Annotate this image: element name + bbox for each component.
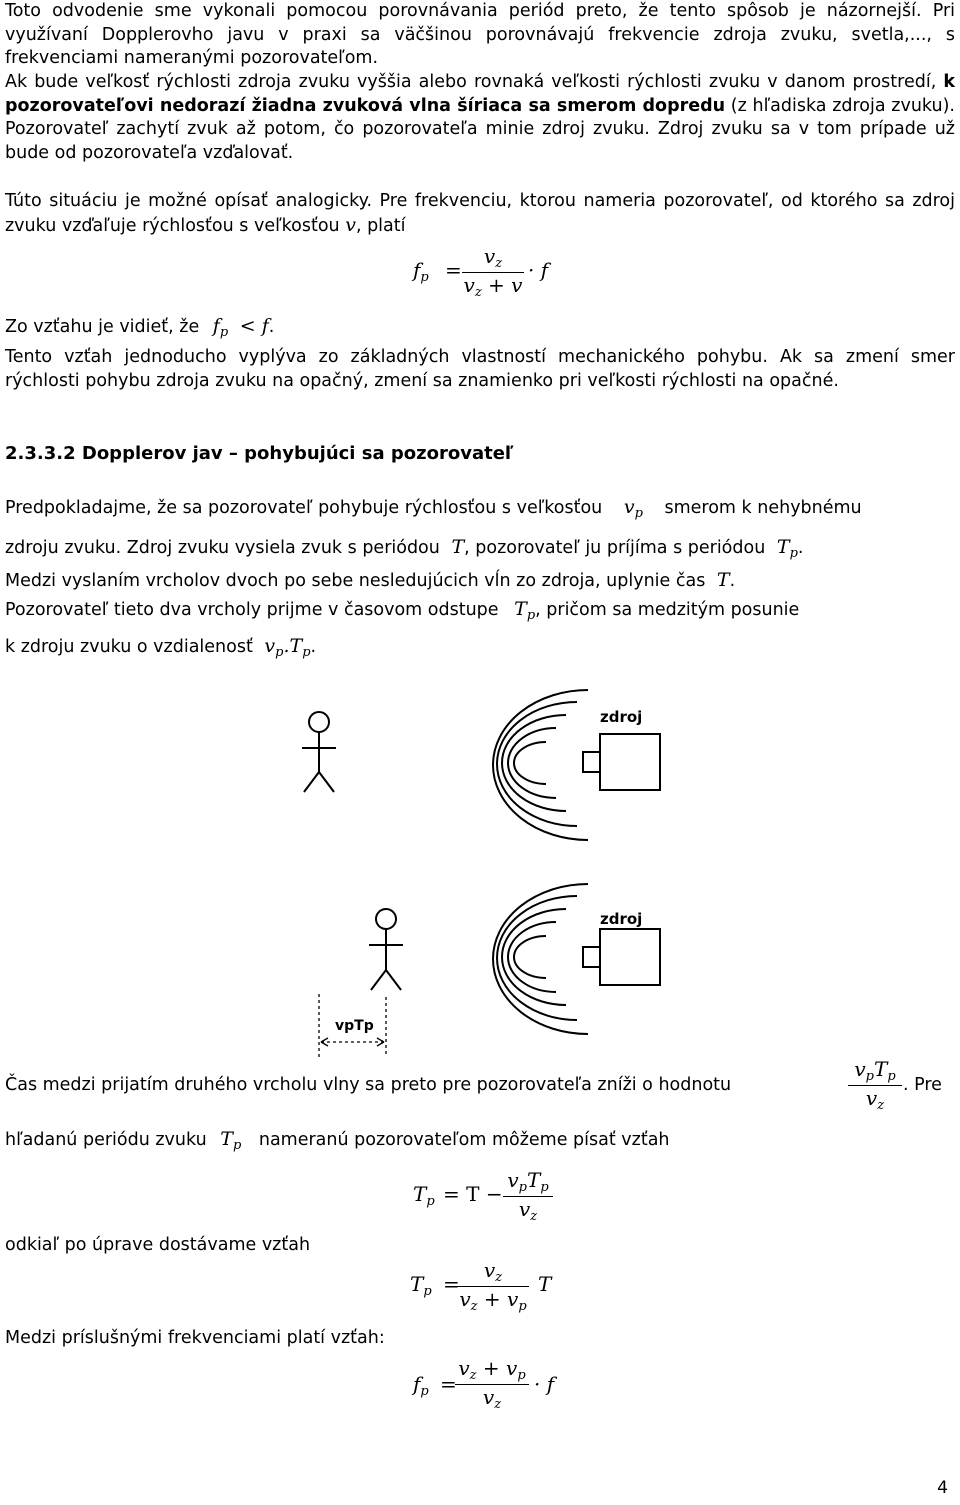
document-page: Toto odvodenie sme vykonali pomocou porovnávania periód preto, že tento spôsob je názornejší. Pri využívaní Dopplerovho javu v praxi sa väčšinou porovnávajú frekvencie zdroja zvuku, svetla,..., s frekvenciami nameranými pozorovateľom. Ak bude veľkosť rýchlosti zdroja zvuku vyššia alebo rovnaká veľkosti rýchlosti zvuku v danom prostredí, k pozorovateľovi nedorazí žiadna zvuková vlna šíriaca sa smerom dopredu (z hľadiska zdroja zvuku). Pozorovateľ zachytí zvuk až potom, čo pozorovateľa minie zdroj zvuku. Zdroj zvuku sa v tom prípade už bude od pozorovateľa vzďalovať. Túto situáciu je možné opísať analogicky. Pre frekvenciu, ktorou nameria pozorovateľ, od ktorého sa zdroj zvuku vzďaľuje rýchlosťou s veľkosťou v, platí $f_p$ = $\frac{v_z}{v_z + v}$ · f Zo vzťahu je vidieť, že $f_p < f$. Tento vzťah jednoducho vyplýva zo základných vlastností mechanického pohybu. Ak sa zmení smer rýchlosti pohybu zdroja zvuku na opačný, zmení sa znamienko pri veľkosti rýchlosti na opačné. 2.3.3.2 Dopplerov jav – pohybujúci sa pozorovateľ Predpokladajme, že sa pozorovateľ pohybuje rýchlosťou s veľkosťou $v_p$ smerom k nehybnému zdroju zvuku. Zdroj zvuku vysiela zvuk s periódou T, pozorovateľ ju príjíma s periódou $T_p$. Medzi vyslaním vrcholov dvoch po sebe nesledujúcich vĺn zo zdroja, uplynie čas T. Pozorovateľ tieto dva vrcholy prijme v časovom odstupe $T_p$, pričom sa medzitým posunie k zdroju zvuku o vzdialenosť $v_p.T_p$. zdroj zdroj vpTp Čas medzi prijatím druhého vrcholu vlny sa preto pre pozorovateľa zníži o hodnotu $v_pT_p$ $v_z$ . Pre hľadanú periódu zvuku $T_p$ nameranú pozorovateľom môžeme písať vzťah $T_p$ = T − $v_pT_p$ $v_z$ odkiaľ po úprave dostávame vzťah $T_p$ = $\frac{v_z}{v_z + v_p}$ T Medzi príslušnými frekvenciami platí vzťah: $f_p$ = $\frac{v_z + v_p}{v_z}$ · f 4 bbox=[5, 1, 955, 1498]
doppler-observer-figure bbox=[290, 672, 680, 1057]
section-heading: 2.3.3.2 Dopplerov jav – pohybujúci sa pozorovateľ bbox=[5, 443, 514, 464]
page-number: 4 bbox=[937, 1478, 948, 1498]
medzi-label: Medzi príslušnými frekvenciami platí vzťah: bbox=[5, 1328, 385, 1348]
observer-stick-figure-top bbox=[302, 712, 336, 792]
source-label-bottom: zdroj bbox=[600, 910, 643, 928]
intro-paragraph: Toto odvodenie sme vykonali pomocou porovnávania periód preto, že tento spôsob je názornejší. Pri využívaní Dopplerovho javu v praxi sa väčšinou porovnávajú frekvencie zdroja zvuku, svetla,..., s frekvenciami nameranými pozorovateľom. bbox=[5, 1, 955, 68]
sound-wavefronts-top bbox=[493, 690, 588, 840]
conclusion-line: Zo vzťahu je vidieť, že $f_p < f$. bbox=[5, 315, 275, 340]
sound-wavefronts-bottom bbox=[493, 884, 588, 1034]
supersonic-paragraph: Ak bude veľkosť rýchlosti zdroja zvuku vyššia alebo rovnaká veľkosti rýchlosti zvuku v danom prostredí, k pozorovateľovi nedorazí žiadna zvuková vlna šíriaca sa smerom dopredu (z hľadiska zdroja zvuku). Pozorovateľ zachytí zvuk až potom, čo pozorovateľa minie zdroj zvuku. Zdroj zvuku sa v tom prípade už bude od pozorovateľa vzďalovať. bbox=[5, 72, 955, 163]
observer-stick-figure-bottom bbox=[369, 909, 403, 990]
source-label-top: zdroj bbox=[600, 708, 643, 726]
odkial-label: odkiaľ po úprave dostávame vzťah bbox=[5, 1235, 311, 1255]
sign-change-paragraph: Tento vzťah jednoducho vyplýva zo základných vlastností mechanického pohybu. Ak sa zmení smer rýchlosti pohybu zdroja zvuku na opačný, zmení sa znamienko pri veľkosti rýchlosti na opačné. bbox=[5, 347, 955, 391]
sound-source-top bbox=[583, 734, 660, 790]
inline-fraction-vpTp-vz: $v_pT_p$ $v_z$ bbox=[848, 1057, 902, 1114]
period-formula-intro: hľadanú periódu zvuku $T_p$ nameranú pozorovateľom môžeme písať vzťah bbox=[5, 1128, 670, 1153]
emphasis-text: k pozorovateľovi nedorazí žiadna zvuková vlna šíriaca sa smerom dopredu bbox=[5, 72, 955, 116]
distance-label: vpTp bbox=[335, 1018, 374, 1034]
analogy-paragraph: Túto situáciu je možné opísať analogicky. Pre frekvenciu, ktorou nameria pozorovateľ, od ktorého sa zdroj zvuku vzďaľuje rýchlosťou s veľkosťou v, platí bbox=[5, 191, 955, 236]
time-reduction-line: Čas medzi prijatím druhého vrcholu vlny sa preto pre pozorovateľa zníži o hodnotu bbox=[5, 1075, 732, 1095]
sound-source-bottom bbox=[583, 929, 660, 985]
